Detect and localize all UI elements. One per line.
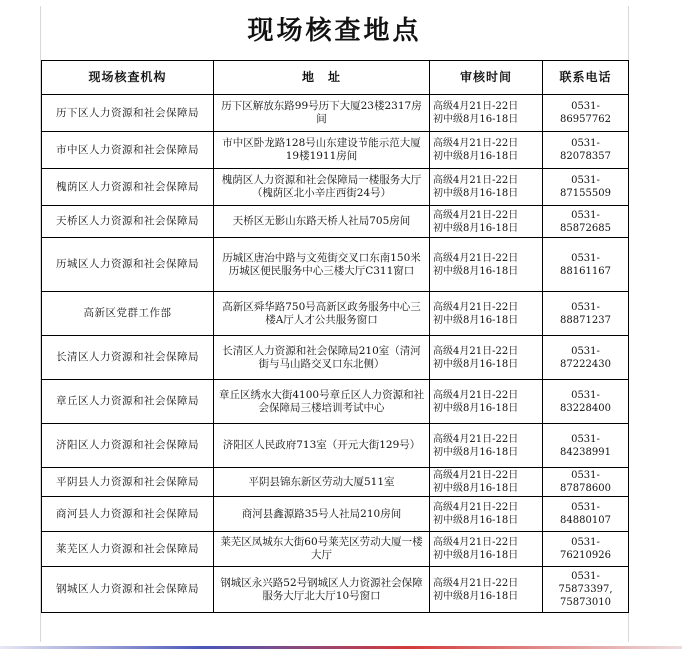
agency-cell: 商河县人力资源和社会保障局 — [42, 497, 214, 532]
phone-cell: 0531- 83228400 — [543, 380, 629, 424]
agency-cell: 钢城区人力资源和社会保障局 — [42, 567, 214, 613]
time-cell: 高级4月21日-22日 初中级8月16-18日 — [430, 380, 543, 424]
table-row — [42, 336, 629, 380]
table-body — [42, 95, 629, 613]
address-cell: 长清区人力资源和社会保障局210室（清河街与马山路交叉口东北侧） — [214, 336, 430, 380]
header-time: 审核时间 — [430, 61, 543, 95]
page-title: 现场核查地点 — [247, 16, 422, 46]
table-row — [42, 567, 629, 613]
agency-cell: 天桥区人力资源和社会保障局 — [42, 206, 214, 238]
time-cell: 高级4月21日-22日 初中级8月16-18日 — [430, 497, 543, 532]
table-row — [42, 468, 629, 497]
time-cell: 高级4月21日-22日 初中级8月16-18日 — [430, 567, 543, 613]
time-cell: 高级4月21日-22日 初中级8月16-18日 — [430, 206, 543, 238]
time-cell: 高级4月21日-22日 初中级8月16-18日 — [430, 292, 543, 336]
table-row — [42, 169, 629, 206]
table-row — [42, 292, 629, 336]
phone-cell: 0531- 86957762 — [543, 95, 629, 132]
table-row — [42, 238, 629, 292]
agency-cell: 历下区人力资源和社会保障局 — [42, 95, 214, 132]
agency-cell: 历城区人力资源和社会保障局 — [42, 238, 214, 292]
table-header — [42, 61, 629, 95]
phone-cell: 0531- 84880107 — [543, 497, 629, 532]
table-row — [42, 424, 629, 468]
time-cell: 高级4月21日-22日 初中级8月16-18日 — [430, 95, 543, 132]
time-cell: 高级4月21日-22日 初中级8月16-18日 — [430, 238, 543, 292]
agency-cell: 高新区党群工作部 — [42, 292, 214, 336]
table-row — [42, 497, 629, 532]
agency-cell: 槐荫区人力资源和社会保障局 — [42, 169, 214, 206]
address-cell: 平阴县锦东新区劳动大厦511室 — [214, 468, 430, 497]
phone-cell: 0531- 84238991 — [543, 424, 629, 468]
header-agency: 现场核查机构 — [42, 61, 214, 95]
phone-cell: 0531- 87222430 — [543, 336, 629, 380]
time-cell: 高级4月21日-22日 初中级8月16-18日 — [430, 468, 543, 497]
phone-cell: 0531- 87155509 — [543, 169, 629, 206]
inspection-sites-table — [41, 60, 629, 613]
phone-cell: 0531- 88871237 — [543, 292, 629, 336]
header-address: 地 址 — [214, 61, 430, 95]
address-cell: 市中区卧龙路128号山东建设节能示范大厦19楼1911房间 — [214, 132, 430, 169]
agency-cell: 莱芜区人力资源和社会保障局 — [42, 532, 214, 567]
phone-cell: 0531- 76210926 — [543, 532, 629, 567]
address-cell: 历城区唐冶中路与文苑街交叉口东南150米 历城区便民服务中心三楼大厅C311窗口 — [214, 238, 430, 292]
time-cell: 高级4月21日-22日 初中级8月16-18日 — [430, 169, 543, 206]
phone-cell: 0531- 75873397, 75873010 — [543, 567, 629, 613]
time-cell: 高级4月21日-22日 初中级8月16-18日 — [430, 424, 543, 468]
agency-cell: 长清区人力资源和社会保障局 — [42, 336, 214, 380]
phone-cell: 0531- 82078357 — [543, 132, 629, 169]
agency-cell: 济阳区人力资源和社会保障局 — [42, 424, 214, 468]
table-row — [42, 380, 629, 424]
address-cell: 章丘区绣水大街4100号章丘区人力资源和社会保障局三楼培训考试中心 — [214, 380, 430, 424]
address-cell: 高新区舜华路750号高新区政务服务中心三楼A厅人才公共服务窗口 — [214, 292, 430, 336]
table-row — [42, 95, 629, 132]
time-cell: 高级4月21日-22日 初中级8月16-18日 — [430, 336, 543, 380]
phone-cell: 0531- 88161167 — [543, 238, 629, 292]
header-phone: 联系电话 — [543, 61, 629, 95]
address-cell: 历下区解放东路99号历下大厦23楼2317房间 — [214, 95, 430, 132]
table-row — [42, 206, 629, 238]
agency-cell: 平阴县人力资源和社会保障局 — [42, 468, 214, 497]
agency-cell: 市中区人力资源和社会保障局 — [42, 132, 214, 169]
address-cell: 莱芜区凤城东大街60号莱芜区劳动大厦一楼大厅 — [214, 532, 430, 567]
address-cell: 钢城区永兴路52号钢城区人力资源社会保障服务大厅北大厅10号窗口 — [214, 567, 430, 613]
time-cell: 高级4月21日-22日 初中级8月16-18日 — [430, 532, 543, 567]
table-row — [42, 132, 629, 169]
address-cell: 天桥区无影山东路天桥人社局705房间 — [214, 206, 430, 238]
header-row — [42, 61, 629, 95]
address-cell: 济阳区人民政府713室（开元大街129号） — [214, 424, 430, 468]
agency-cell: 章丘区人力资源和社会保障局 — [42, 380, 214, 424]
table-row — [42, 532, 629, 567]
address-cell: 商河县鑫源路35号人社局210房间 — [214, 497, 430, 532]
address-cell: 槐荫区人力资源和社会保障局一楼服务大厅（槐荫区北小辛庄西街24号） — [214, 169, 430, 206]
phone-cell: 0531- 85872685 — [543, 206, 629, 238]
phone-cell: 0531- 87878600 — [543, 468, 629, 497]
time-cell: 高级4月21日-22日 初中级8月16-18日 — [430, 132, 543, 169]
